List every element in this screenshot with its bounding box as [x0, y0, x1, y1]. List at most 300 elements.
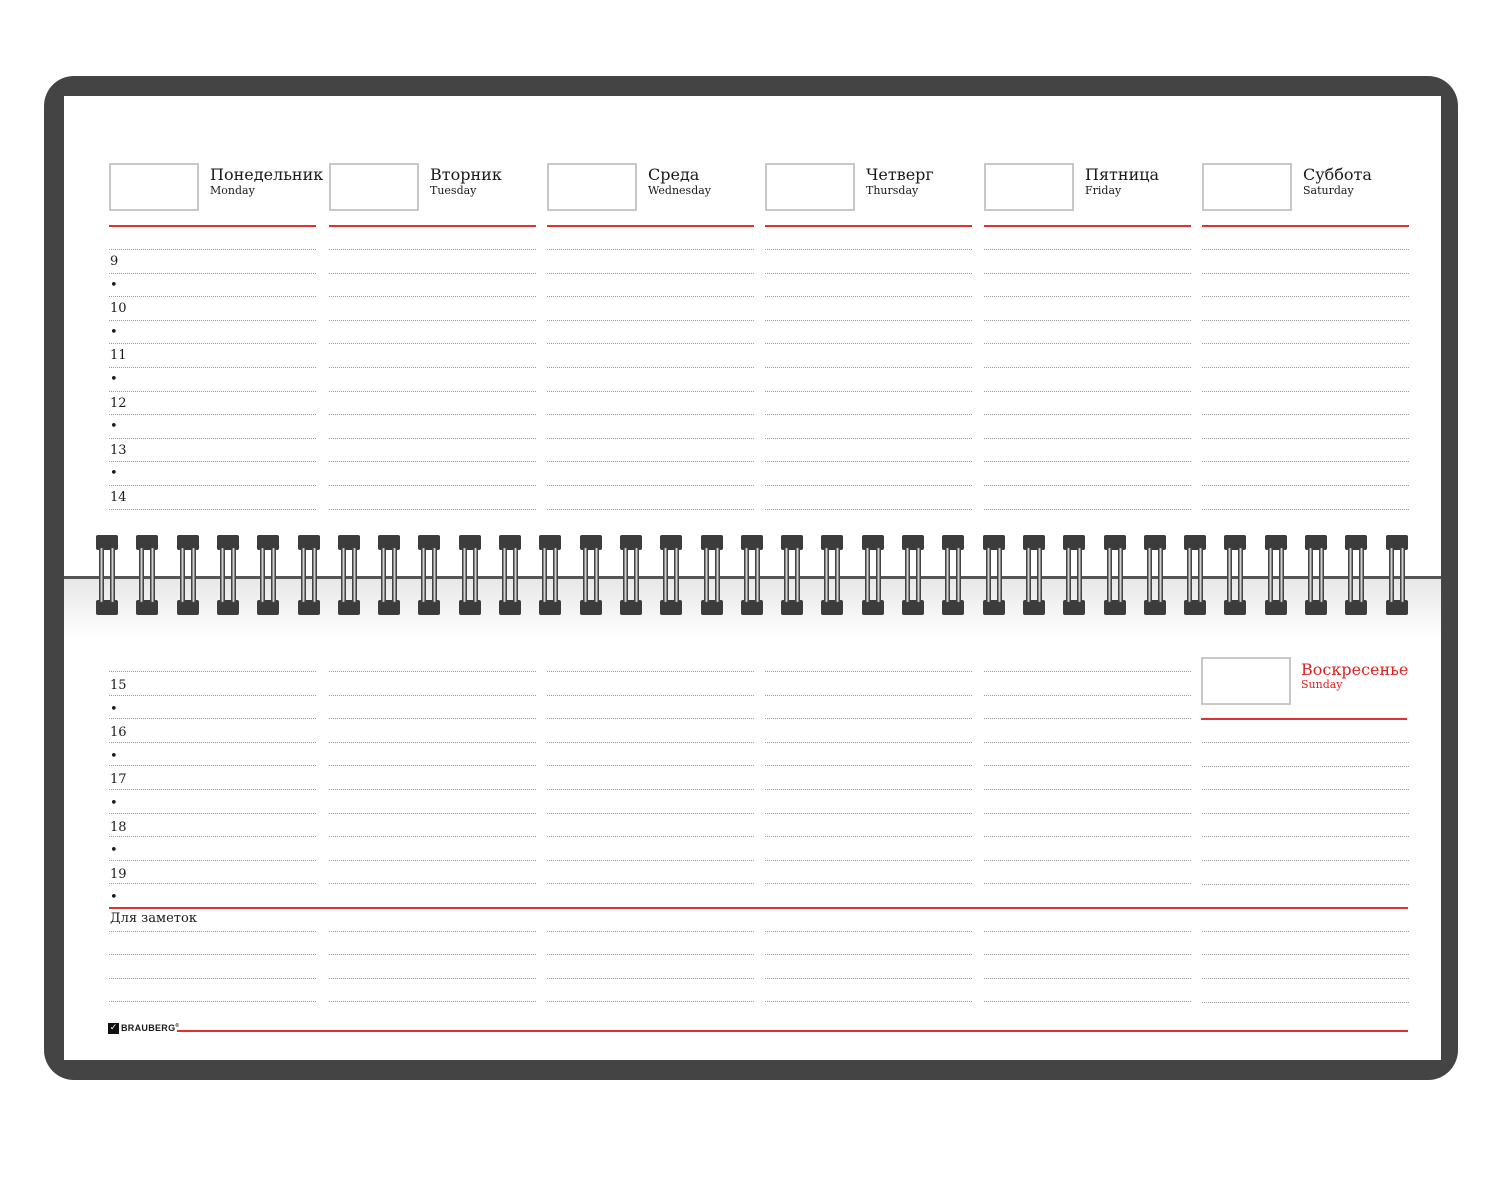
ring-wire [594, 547, 599, 603]
ring-wire [513, 547, 518, 603]
ruled-line [329, 718, 536, 719]
ruled-line [329, 343, 536, 344]
planner-page-bottom [64, 578, 1441, 1060]
spiral-ring [781, 535, 803, 615]
spiral-ring [499, 535, 521, 615]
ring-wire [180, 547, 185, 603]
hour-label: 12 [110, 395, 127, 411]
ruled-line [765, 485, 972, 486]
ruled-line [329, 485, 536, 486]
ruled-line [765, 718, 972, 719]
ruled-line [109, 742, 316, 743]
ring-wire [1077, 547, 1082, 603]
ruled-line [765, 249, 972, 250]
spiral-ring [862, 535, 884, 615]
spiral-ring [580, 535, 602, 615]
ruled-line [329, 836, 536, 837]
ring-wire [462, 547, 467, 603]
ruled-line [547, 836, 754, 837]
ring-wire [191, 547, 196, 603]
ruled-line [984, 249, 1191, 250]
day-header-rule [765, 225, 972, 227]
spiral-ring [1184, 535, 1206, 615]
ruled-line [109, 438, 316, 439]
ruled-line [984, 320, 1191, 321]
ring-wire [1187, 547, 1192, 603]
ruled-line [109, 296, 316, 297]
ring-wire [1238, 547, 1243, 603]
ruled-line [984, 509, 1191, 510]
ruled-line [1202, 509, 1409, 510]
ring-wire [392, 547, 397, 603]
spiral-ring [1386, 535, 1408, 615]
ruled-line [984, 954, 1191, 955]
ruled-line [1202, 273, 1409, 274]
ring-wire [634, 547, 639, 603]
spiral-ring [1144, 535, 1166, 615]
ruled-line [984, 931, 1191, 932]
spiral-ring [701, 535, 723, 615]
ruled-line [329, 931, 536, 932]
ring-wire [1400, 547, 1405, 603]
ruled-line [984, 813, 1191, 814]
ring-wire [1389, 547, 1394, 603]
ruled-line [1202, 296, 1409, 297]
ruled-line [547, 954, 754, 955]
ruled-line [547, 391, 754, 392]
ruled-line [1202, 414, 1409, 415]
ruled-line [109, 1001, 316, 1002]
ruled-line [109, 789, 316, 790]
spiral-ring [1345, 535, 1367, 615]
ruled-line [329, 695, 536, 696]
ruled-line [765, 367, 972, 368]
ring-wire [312, 547, 317, 603]
ring-wire [784, 547, 789, 603]
half-hour-marker: • [110, 748, 118, 764]
spiral-ring [1265, 535, 1287, 615]
ring-wire [876, 547, 881, 603]
ruled-line [547, 718, 754, 719]
day-name-en: Saturday [1303, 184, 1354, 197]
day-name-en: Friday [1085, 184, 1122, 197]
ruled-line [547, 883, 754, 884]
spiral-ring [298, 535, 320, 615]
spiral-ring [942, 535, 964, 615]
ruled-line [984, 836, 1191, 837]
ruled-line [984, 273, 1191, 274]
ruled-line [329, 320, 536, 321]
ring-wire [1319, 547, 1324, 603]
ring-wire [1227, 547, 1232, 603]
ruled-line [765, 978, 972, 979]
ring-wire [956, 547, 961, 603]
ring-wire [704, 547, 709, 603]
ring-wire [231, 547, 236, 603]
ruled-line [765, 765, 972, 766]
ruled-line [109, 671, 316, 672]
ruled-line [329, 978, 536, 979]
ruled-line [984, 860, 1191, 861]
ruled-line [109, 883, 316, 884]
brand-name: BRAUBERG® [121, 1023, 180, 1033]
spiral-ring [620, 535, 642, 615]
ruled-line [984, 742, 1191, 743]
ring-wire [139, 547, 144, 603]
ruled-line [109, 461, 316, 462]
hour-label: 17 [110, 772, 127, 788]
ruled-line [984, 343, 1191, 344]
spiral-ring [418, 535, 440, 615]
brand-logo [108, 1022, 179, 1034]
ruled-line [109, 367, 316, 368]
ring-wire [1118, 547, 1123, 603]
half-hour-marker: • [110, 466, 118, 482]
ruled-line [329, 438, 536, 439]
ring-wire [502, 547, 507, 603]
day-header-rule [109, 225, 316, 227]
ruled-line [547, 742, 754, 743]
ring-wire [1026, 547, 1031, 603]
ruled-line [547, 1001, 754, 1002]
ruled-line [329, 883, 536, 884]
half-hour-marker: • [110, 796, 118, 811]
spiral-ring [983, 535, 1005, 615]
ruled-line [547, 273, 754, 274]
ruled-line [109, 391, 316, 392]
ruled-line [765, 273, 972, 274]
spiral-ring [1305, 535, 1327, 615]
hour-label: 14 [110, 490, 127, 505]
ring-wire [220, 547, 225, 603]
ruled-line [547, 860, 754, 861]
ruled-line [765, 742, 972, 743]
ruled-line [765, 954, 972, 955]
ruled-line [1202, 766, 1409, 767]
day-name-en: Wednesday [648, 184, 712, 197]
ruled-line [765, 931, 972, 932]
day-name-en: Tuesday [430, 184, 477, 197]
ring-wire [795, 547, 800, 603]
half-hour-marker: • [110, 419, 118, 435]
ring-wire [1066, 547, 1071, 603]
ring-wire [755, 547, 760, 603]
spiral-ring [177, 535, 199, 615]
half-hour-marker: • [110, 277, 118, 293]
ruled-line [984, 883, 1191, 884]
ruled-line [765, 1001, 972, 1002]
ruled-line [109, 836, 316, 837]
ring-wire [110, 547, 115, 603]
ruled-line [547, 485, 754, 486]
ruled-line [984, 438, 1191, 439]
ruled-line [765, 789, 972, 790]
spiral-ring [660, 535, 682, 615]
ring-wire [542, 547, 547, 603]
ruled-line [329, 414, 536, 415]
ring-wire [945, 547, 950, 603]
ruled-line [547, 813, 754, 814]
ring-wire [623, 547, 628, 603]
ruled-line [109, 343, 316, 344]
ruled-line [109, 273, 316, 274]
ring-wire [997, 547, 1002, 603]
day-name: Суббота [1303, 165, 1372, 184]
half-hour-marker: • [110, 843, 118, 859]
ruled-line [109, 765, 316, 766]
ruled-line [329, 461, 536, 462]
spiral-ring [459, 535, 481, 615]
ring-wire [916, 547, 921, 603]
ruled-line [329, 789, 536, 790]
ruled-line [1202, 461, 1409, 462]
ruled-line [765, 509, 972, 510]
ruled-line [984, 391, 1191, 392]
ruled-line [109, 485, 316, 486]
ruled-line [765, 438, 972, 439]
ruled-line [984, 485, 1191, 486]
spiral-ring [539, 535, 561, 615]
day-name: Вторник [430, 165, 502, 184]
sunday-name-en: Sunday [1301, 678, 1343, 691]
ruled-line [765, 813, 972, 814]
ruled-line [109, 509, 316, 510]
date-box [984, 163, 1074, 211]
ruled-line [765, 695, 972, 696]
half-hour-marker: • [110, 324, 118, 340]
spiral-ring [902, 535, 924, 615]
ruled-line [329, 813, 536, 814]
day-name: Среда [648, 165, 700, 184]
hour-label: 18 [110, 819, 127, 835]
ruled-line [109, 695, 316, 696]
ruled-line [984, 718, 1191, 719]
ring-wire [271, 547, 276, 603]
ruled-line [329, 742, 536, 743]
hour-label: 19 [110, 866, 127, 882]
ruled-line [1202, 438, 1409, 439]
day-header-rule [1202, 225, 1409, 227]
ring-wire [301, 547, 306, 603]
ruled-line [329, 367, 536, 368]
hour-label: 13 [110, 442, 127, 458]
ring-wire [865, 547, 870, 603]
spiral-ring [257, 535, 279, 615]
date-box [109, 163, 199, 211]
ruled-line [547, 671, 754, 672]
ring-wire [824, 547, 829, 603]
spiral-ring [136, 535, 158, 615]
ring-wire [986, 547, 991, 603]
ruled-line [984, 414, 1191, 415]
ruled-line [765, 671, 972, 672]
ring-wire [1107, 547, 1112, 603]
ring-wire [1308, 547, 1313, 603]
ring-wire [421, 547, 426, 603]
ruled-line [329, 249, 536, 250]
ruled-line [109, 414, 316, 415]
ruled-line [984, 671, 1191, 672]
spiral-ring [338, 535, 360, 615]
date-box [329, 163, 419, 211]
ruled-line [329, 1001, 536, 1002]
spiral-ring [378, 535, 400, 615]
ring-wire [835, 547, 840, 603]
ring-wire [381, 547, 386, 603]
ruled-line [765, 343, 972, 344]
ring-wire [744, 547, 749, 603]
check-icon: ✓ [109, 1022, 118, 1033]
ruled-line [109, 931, 316, 932]
ruled-line [329, 765, 536, 766]
ruled-line [1202, 1002, 1409, 1003]
hour-label: 15 [110, 678, 127, 693]
ring-wire [99, 547, 104, 603]
ring-wire [674, 547, 679, 603]
hour-label: 10 [110, 301, 127, 317]
sunday-name: Воскресенье [1301, 660, 1409, 679]
ruled-line [1202, 320, 1409, 321]
ruled-line [984, 789, 1191, 790]
hour-label: 16 [110, 725, 127, 741]
ring-wire [432, 547, 437, 603]
ruled-line [547, 509, 754, 510]
ruled-line [547, 367, 754, 368]
date-box [1201, 657, 1291, 705]
ruled-line [547, 695, 754, 696]
ruled-line [547, 978, 754, 979]
ruled-line [329, 273, 536, 274]
ring-wire [1147, 547, 1152, 603]
spiral-ring [1104, 535, 1126, 615]
ring-wire [1279, 547, 1284, 603]
ruled-line [109, 954, 316, 955]
day-name: Четверг [866, 165, 934, 184]
ring-wire [553, 547, 558, 603]
ruled-line [329, 391, 536, 392]
ruled-line [1202, 367, 1409, 368]
ring-wire [1348, 547, 1353, 603]
ring-wire [1037, 547, 1042, 603]
half-hour-marker: • [110, 701, 118, 717]
ruled-line [1202, 343, 1409, 344]
ruled-line [984, 461, 1191, 462]
ring-wire [1198, 547, 1203, 603]
ring-wire [715, 547, 720, 603]
hour-label: 11 [110, 348, 127, 364]
ruled-line [547, 438, 754, 439]
notes-rule [109, 907, 1408, 909]
ruled-line [547, 461, 754, 462]
ruled-line [547, 789, 754, 790]
ring-wire [473, 547, 478, 603]
ring-wire [1158, 547, 1163, 603]
ruled-line [329, 954, 536, 955]
ruled-line [765, 320, 972, 321]
day-header-rule [984, 225, 1191, 227]
ruled-line [329, 509, 536, 510]
ruled-line [109, 320, 316, 321]
ruled-line [1202, 836, 1409, 837]
ruled-line [109, 860, 316, 861]
spiral-ring [1023, 535, 1045, 615]
ruled-line [765, 860, 972, 861]
ruled-line [765, 296, 972, 297]
ruled-line [984, 978, 1191, 979]
hour-label: 9 [110, 254, 119, 269]
ruled-line [109, 978, 316, 979]
ruled-line [765, 883, 972, 884]
spiral-ring [1224, 535, 1246, 615]
ring-wire [1359, 547, 1364, 603]
ruled-line [1202, 978, 1409, 979]
ruled-line [984, 296, 1191, 297]
ring-wire [352, 547, 357, 603]
spiral-ring [741, 535, 763, 615]
ruled-line [765, 836, 972, 837]
half-hour-marker: • [110, 890, 118, 906]
day-header-rule [329, 225, 536, 227]
ruled-line [1202, 884, 1409, 885]
day-name-en: Monday [210, 184, 255, 197]
ruled-line [329, 296, 536, 297]
ruled-line [984, 765, 1191, 766]
day-name: Пятница [1085, 165, 1160, 184]
ruled-line [547, 414, 754, 415]
ruled-line [109, 813, 316, 814]
ruled-line [547, 320, 754, 321]
ruled-line [1202, 931, 1409, 932]
ruled-line [547, 296, 754, 297]
day-name: Понедельник [210, 165, 324, 184]
ring-wire [260, 547, 265, 603]
footer-rule [177, 1030, 1408, 1032]
sunday-header-rule [1201, 718, 1407, 720]
day-header-rule [547, 225, 754, 227]
ruled-line [547, 931, 754, 932]
ruled-line [984, 695, 1191, 696]
ruled-line [765, 391, 972, 392]
spiral-ring [96, 535, 118, 615]
ruled-line [1202, 742, 1409, 743]
ruled-line [547, 343, 754, 344]
ruled-line [765, 461, 972, 462]
ruled-line [1202, 485, 1409, 486]
ruled-line [1202, 813, 1409, 814]
date-box [547, 163, 637, 211]
spiral-ring [821, 535, 843, 615]
ruled-line [1202, 789, 1409, 790]
notes-label: Для заметок [110, 911, 197, 926]
ruled-line [329, 671, 536, 672]
ruled-line [109, 718, 316, 719]
ring-wire [905, 547, 910, 603]
ruled-line [109, 249, 316, 250]
ruled-line [984, 1001, 1191, 1002]
ruled-line [1202, 860, 1409, 861]
date-box [1202, 163, 1292, 211]
ruled-line [1202, 954, 1409, 955]
day-name-en: Thursday [866, 184, 919, 197]
ring-wire [583, 547, 588, 603]
ring-wire [150, 547, 155, 603]
half-hour-marker: • [110, 372, 118, 387]
ruled-line [765, 414, 972, 415]
ruled-line [1202, 249, 1409, 250]
ruled-line [329, 860, 536, 861]
ruled-line [547, 765, 754, 766]
date-box [765, 163, 855, 211]
